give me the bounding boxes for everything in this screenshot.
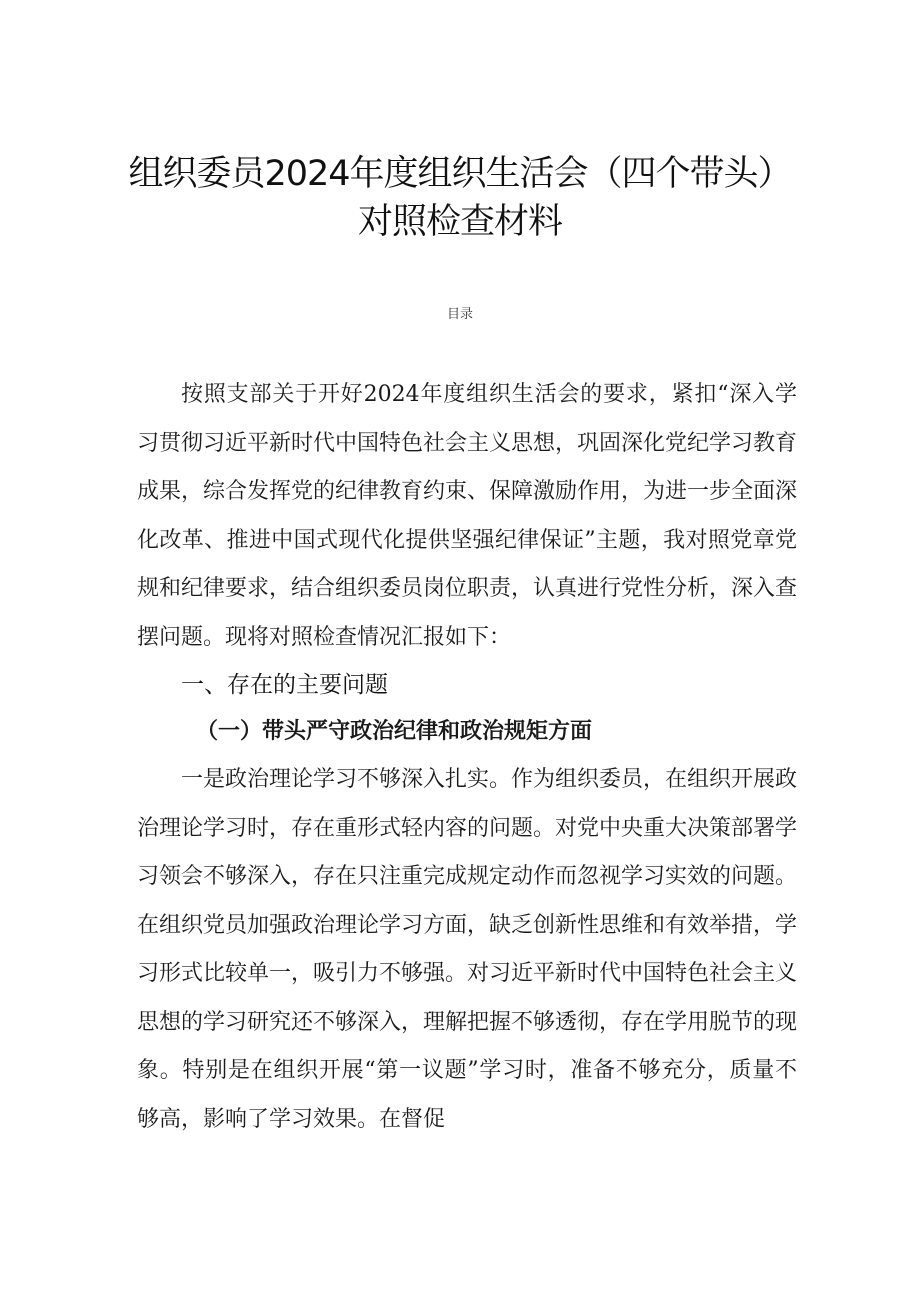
body-paragraph: 一是政治理论学习不够深入扎实。作为组织委员，在组织开展政治理论学习时，存在重形式轻内容的问题。对党中央重大决策部署学习领会不够深入，存在只注重完成规定动作而忽视学习实效的问题。在组织党员加强政治理论学习方面，缺乏创新性思维和有效举措，学习形式比较单一，吸引力不够强。对习近平新时代中国特色社会主义思想的学习研究还不够深入，理解把握不够透彻，存在学用脱节的现象。特别是在组织开展“第一议题”学习时，准备不够充分，质量不够高，影响了学习效果。在督促 (137, 767, 798, 1132)
section-heading: 一、存在的主要问题 (181, 672, 388, 698)
toc-label: 目录 (446, 307, 473, 322)
intro-paragraph: 按照支部关于开好2024年度组织生活会的要求，紧扣“深入学习贯彻习近平新时代中国特色社会主义思想，巩固深化党纪学习教育成果，综合发挥党的纪律教育约束、保障激励作用，为进一步全面深化改革、推进中国式现代化提供坚强纪律保证”主题，我对照党章党规和纪律要求，结合组织委员岗位职责，认真进行党性分析，深入查摆问题。现将对照检查情况汇报如下： (137, 382, 798, 650)
document-title-line2: 对照检查材料 (357, 202, 562, 242)
subsection-heading: （一）带头严守政治纪律和政治规矩方面 (196, 718, 593, 744)
document-title-line1: 组织委员2024年度组织生活会（四个带头） (128, 154, 792, 194)
